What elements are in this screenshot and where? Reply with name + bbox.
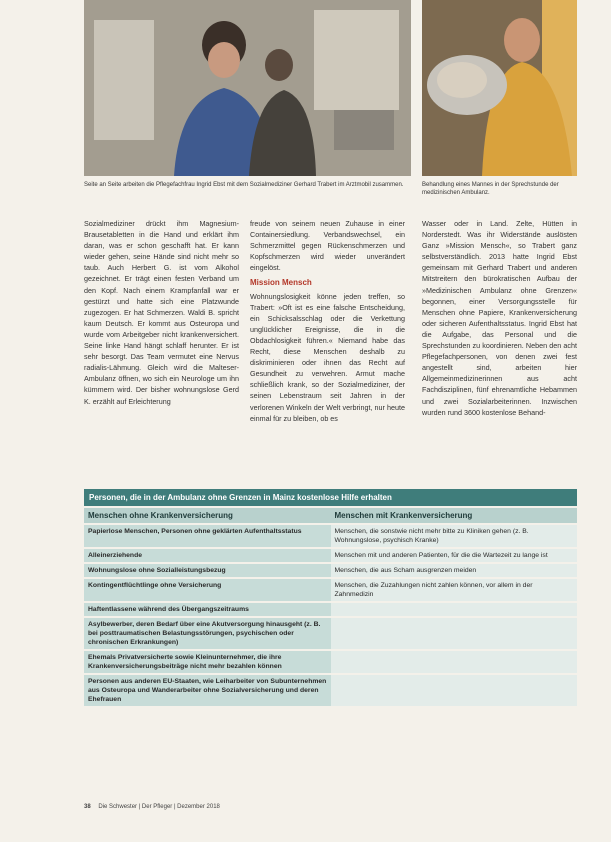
cell-right: Menschen mit und anderen Patienten, für die die Wartezeit zu lange ist: [331, 549, 578, 562]
article-text: Wohnungslosigkeit könne jeden treffen, so Trabert: »Oft ist es eine falsche Entscheidung, ein Schicksalsschlag oder die Verkettung unglücklicher Ereignisse, die in die Obdachlosigkeit führen.« Niemand habe das Recht, diese Menschen deshalb zu diskriminieren oder ihnen das Recht auf Gesundheit zu verwehren. Armut mache schließlich krank, so der Sozialmediziner, der seinen Lebenstraum seit Jahren in der verlorenen Winkeln der Welt verbringt, nur heute einmal für zu bleiben, ob es: [250, 291, 405, 423]
article-column-1: [84, 218, 239, 407]
info-table: [84, 489, 577, 708]
table-row: [84, 579, 577, 601]
photo-left: [84, 0, 411, 176]
article-column-2: [250, 218, 405, 424]
photo-left-illustration: [84, 0, 411, 176]
photo-caption-right: Behandlung eines Mannes in der Sprechstunde der medizinischen Ambulanz.: [422, 182, 559, 196]
photo-caption-left: Seite an Seite arbeiten die Pflegefachfrau Ingrid Ebst mit dem Sozialmediziner Gerhard Trabert im Arztmobil zusammen.: [84, 182, 404, 188]
table-row: [84, 549, 577, 562]
cell-left: Asylbewerber, deren Bedarf über eine Akutversorgung hinausgeht (z. B. bei posttraumatischen Belastungsstörungen, psychischen oder chronischen Erkrankungen): [84, 618, 331, 649]
cell-right: [331, 651, 578, 673]
section-heading: Mission Mensch: [250, 278, 312, 288]
cell-left: Ehemals Privatversicherte sowie Kleinunternehmer, die ihre Krankenversicherungsbeiträge nicht mehr bezahlen können: [84, 651, 331, 673]
cell-left: Wohnungslose ohne Sozialleistungsbezug: [84, 564, 331, 577]
article-text: Wasser oder in Land. Zelte, Hütten in Norderstedt. Was ihr Widerstände auslösten Ganz »Mission Mensch«, so Trabert ganz selbstverständlich. 2013 hatte Ingrid Ebst gemeinsam mit Gerhard Trabert und anderen Mitstreitern den bürokratischen Aufbau der »Medizinischen Ambulanz ohne Grenzen« begonnen, einer Versorgungsstelle für Menschen ohne Papiere, Krankenversicherung oder sicheren Aufenthaltsstatus. Ingrid Ebst hat die Aufgabe, das Personal und die Sprechstunden zu koordinieren. Neben den acht Pflegefachpersonen, von denen zwei fest angestellt sind, arbeiten hier Allgemeinmedizinerinnen aus acht Fachdisziplinen, fünf ehrenamtliche Hebammen und zwei Sozialarbeiterinnen. Inzwischen wurden rund 3600 kostenlose Behand-: [422, 219, 577, 417]
comparison-table: [84, 506, 577, 708]
page-number: 38: [84, 804, 91, 810]
table-header-row: [84, 508, 577, 523]
photo-right: [422, 0, 577, 176]
cell-left: Kontingentflüchtlinge ohne Versicherung: [84, 579, 331, 601]
table-title: Personen, die in der Ambulanz ohne Grenzen in Mainz kostenlose Hilfe erhalten: [84, 489, 577, 506]
header-with-insurance: Menschen mit Krankenversicherung: [331, 508, 578, 523]
cell-right: [331, 603, 578, 616]
cell-right: [331, 618, 578, 649]
table-row: [84, 651, 577, 673]
cell-left: Haftentlassene während des Übergangszeitraums: [84, 603, 331, 616]
table-row: [84, 675, 577, 706]
photo-right-illustration: [422, 0, 577, 176]
table-row: [84, 525, 577, 547]
table-row: [84, 603, 577, 616]
table-row: [84, 564, 577, 577]
cell-left: Alleinerziehende: [84, 549, 331, 562]
footer-text: Die Schwester | Der Pfleger | Dezember 2018: [98, 804, 220, 810]
cell-left: Papierlose Menschen, Personen ohne geklärten Aufenthaltsstatus: [84, 525, 331, 547]
article-text: freude von seinem neuen Zuhause in einer Containersiedlung. Verbandswechsel, ein Schmerzmittel gegen Rückenschmerzen und Kopfschmerzen wird wieder unverändert eingelöst.: [250, 219, 405, 273]
header-without-insurance: Menschen ohne Krankenversicherung: [84, 508, 331, 523]
table-row: [84, 618, 577, 649]
cell-right: [331, 675, 578, 706]
cell-right: Menschen, die sonstwie nicht mehr bitte zu Kliniken gehen (z. B. Wohnungslose, psychisch Kranke): [331, 525, 578, 547]
cell-left: Personen aus anderen EU-Staaten, wie Leiharbeiter von Subunternehmen aus Osteuropa und Wanderarbeiter ohne Sozialversicherung und deren Ehefrauen: [84, 675, 331, 706]
article-text: Sozialmediziner drückt ihm Magnesium-Brausetabletten in die Hand und erklärt ihm daran, was er schon geschafft hat. Er kann wieder gehen, seine Hände sind nicht mehr so taub. Auch Herbert G. ist vom Alkohol gezeichnet. Er trägt einen festen Verband um den Kopf. Nach einem Krampfanfall war er gestürzt und hatte sich eine Platzwunde zugezogen. Er hat Schmerzen. Waldi B. spricht kaum Deutsch. Er kommt aus Osteuropa und wurde vom Arbeitgeber nicht krankenversichert. Seine linke Hand hängt schlaff herunter. Er ist sehr besorgt. Das Team vermutet eine Nervus radialis-Lähmung. Gleich wird die Malteser-Ambulanz öffnen, wo sich ein Neurologe um ihn kümmern wird. Der bisher wohnungslose Gerd K. erzählt auf Erleichterung: [84, 219, 239, 406]
cell-right: Menschen, die Zuzahlungen nicht zahlen können, vor allem in der Zahnmedizin: [331, 579, 578, 601]
cell-right: Menschen, die aus Scham ausgrenzen meiden: [331, 564, 578, 577]
page-footer: [84, 804, 220, 810]
article-column-3: [422, 218, 577, 418]
